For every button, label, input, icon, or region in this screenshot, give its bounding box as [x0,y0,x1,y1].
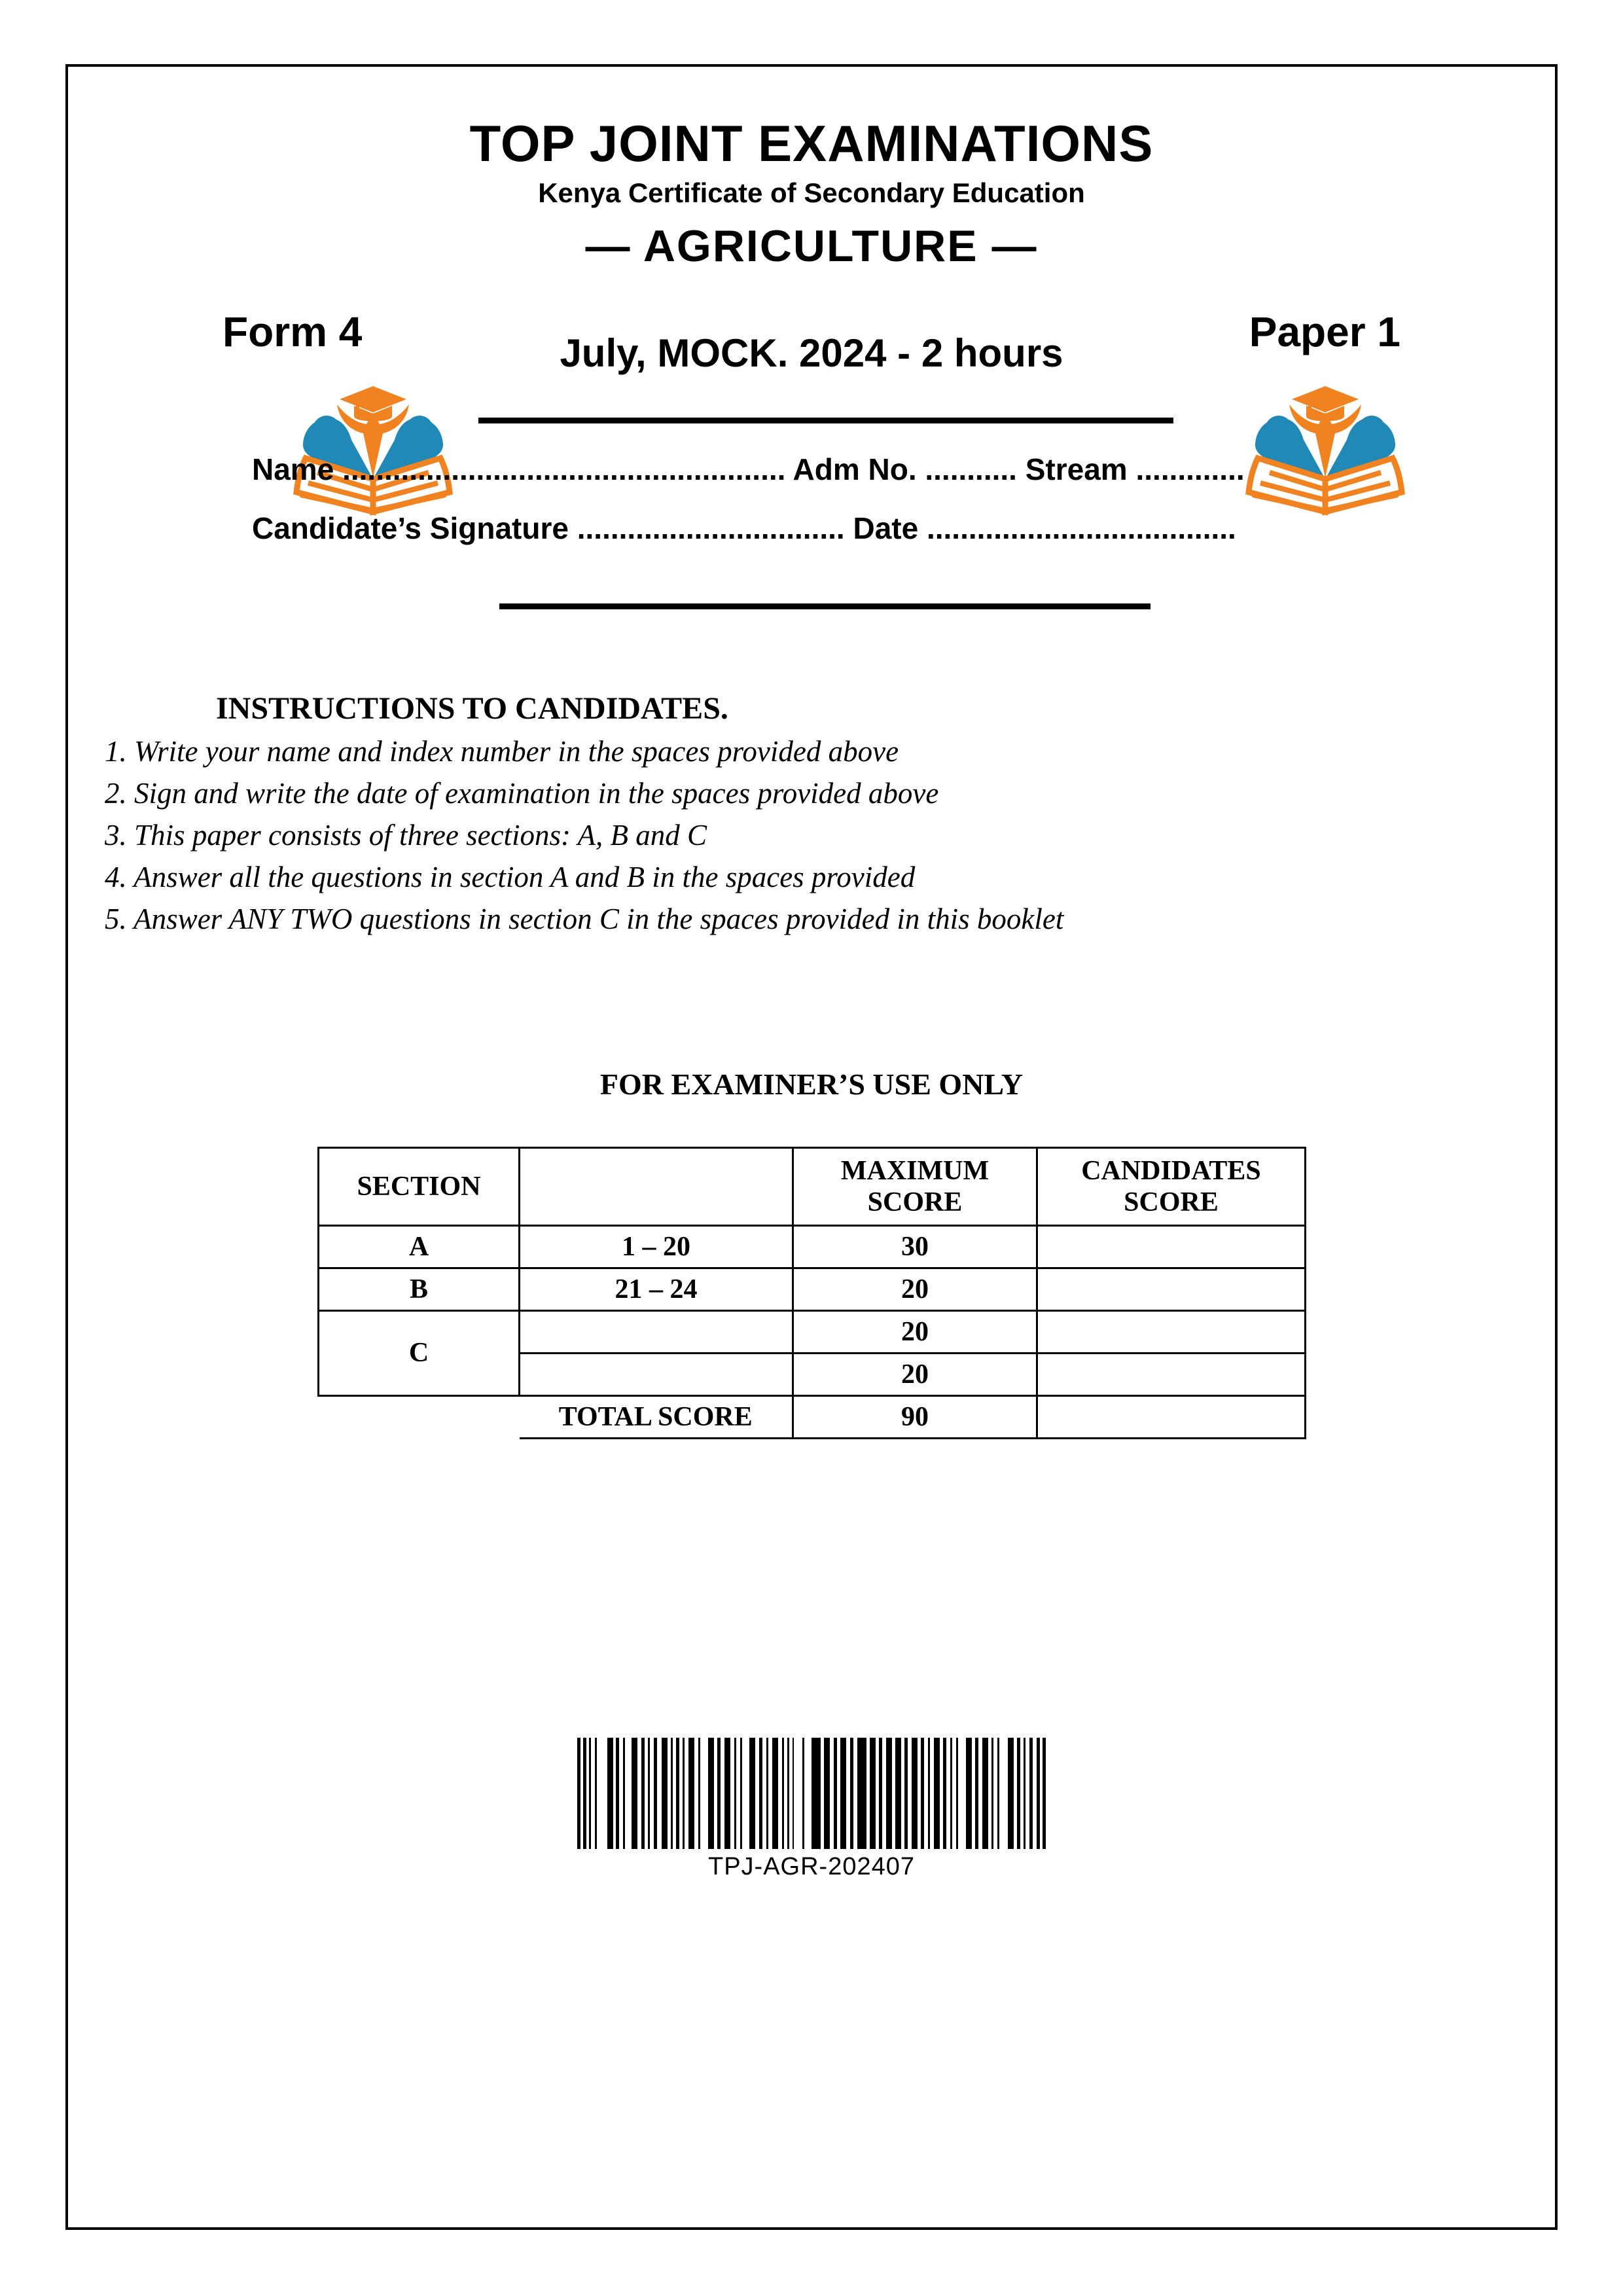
column-header-candidates-score [1037,1148,1306,1226]
graduates-book-logo-right [1243,373,1407,524]
column-header-section: SECTION [319,1148,520,1226]
cell-candidates-score[interactable] [1037,1354,1306,1396]
divider-rule-bottom [499,603,1150,609]
instruction-item: 2. Sign and write the date of examination in the spaces provided above [105,776,939,810]
paper-label: Paper 1 [1249,308,1400,355]
instruction-item: 1. Write your name and index number in the spaces provided above [105,735,899,768]
form-label: Form 4 [223,308,363,355]
cell-questions: 21 – 24 [520,1268,793,1311]
cell-questions: 1 – 20 [520,1226,793,1268]
page-header [65,92,1558,406]
cell-candidates-score[interactable] [1037,1311,1306,1354]
cell-total-maximum: 90 [793,1396,1037,1439]
table-row [319,1268,1306,1311]
cell-total-candidates[interactable] [1037,1396,1306,1439]
instructions-list [105,731,1479,940]
table-header-row [319,1148,1306,1226]
maximum-score-line2: SCORE [867,1187,963,1217]
candidates-score-line1: CANDIDATES [1081,1155,1261,1186]
graduates-book-logo-left [291,373,455,524]
cell-maximum-score: 20 [793,1268,1037,1311]
instruction-item: 3. This paper consists of three sections: A, B and C [105,818,707,852]
examiner-score-table [317,1147,1306,1439]
table-row [319,1226,1306,1268]
candidate-name-line[interactable]: Name ..................................................... Adm No. ........... Stream ............. [252,452,1245,486]
barcode-text: TPJ-AGR-202407 [707,1853,915,1880]
column-header-maximum-score [793,1148,1037,1226]
cell-section: C [319,1311,520,1396]
table-total-row [319,1396,1306,1439]
cell-maximum-score: 20 [793,1311,1037,1354]
cell-total-spacer [319,1396,520,1439]
subject-title: — AGRICULTURE — [585,221,1038,271]
divider-rule-top [478,418,1173,423]
column-header-questions [520,1148,793,1226]
exam-date-duration: July, MOCK. 2024 - 2 hours [560,331,1063,375]
instructions-heading: INSTRUCTIONS TO CANDIDATES. [216,691,728,726]
instruction-item: 4. Answer all the questions in section A and B in the spaces provided [105,860,916,893]
barcode-icon [576,1738,1047,1849]
cell-candidates-score[interactable] [1037,1226,1306,1268]
candidates-score-line2: SCORE [1124,1187,1219,1217]
exam-title: TOP JOINT EXAMINATIONS [469,115,1154,172]
maximum-score-line1: MAXIMUM [840,1155,990,1186]
cell-total-label: TOTAL SCORE [520,1396,793,1439]
cell-maximum-score: 20 [793,1354,1037,1396]
table-row [319,1311,1306,1354]
examiner-use-heading: FOR EXAMINER’S USE ONLY [599,1067,1024,1101]
cell-section: A [319,1226,520,1268]
barcode-block [576,1738,1047,1881]
exam-subtitle: Kenya Certificate of Secondary Education [538,177,1085,208]
cell-section: B [319,1268,520,1311]
instruction-item: 5. Answer ANY TWO questions in section C in the spaces provided in this booklet [105,902,1064,935]
cell-maximum-score: 30 [793,1226,1037,1268]
candidate-signature-line[interactable]: Candidate’s Signature ................................ Date ..................................... [252,511,1236,545]
cell-questions [520,1311,793,1354]
cell-candidates-score[interactable] [1037,1268,1306,1311]
cell-questions [520,1354,793,1396]
